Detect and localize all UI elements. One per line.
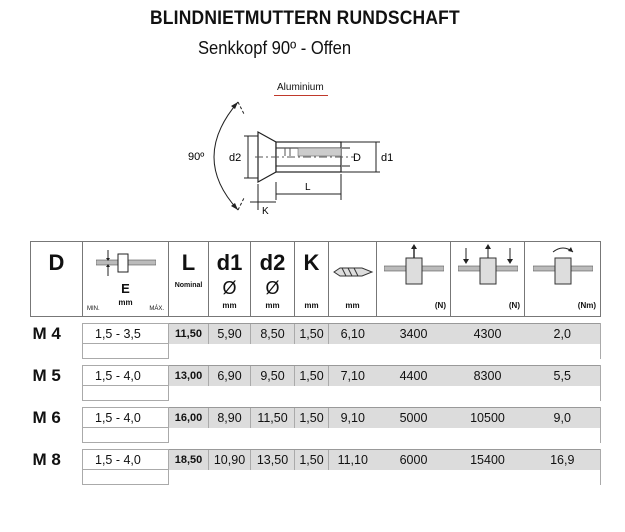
spec-table xyxy=(30,241,601,485)
torque-icon xyxy=(533,244,593,290)
table-row: M 6 1,5 - 4,0 16,00 8,90 11,50 1,50 9,10 5000 10500 9,0 xyxy=(31,408,601,428)
col-E: E MIN. mm MÁX. xyxy=(83,242,169,317)
page-title: BLINDNIETMUTTERN RUNDSCHAFT xyxy=(150,8,460,29)
L-label: L xyxy=(305,182,311,193)
table-row: M 4 1,5 - 3,5 11,50 5,90 8,50 1,50 6,10 3400 4300 2,0 xyxy=(31,324,601,344)
page-subtitle: Senkkopf 90º - Offen xyxy=(198,38,352,58)
tensile-load-icon xyxy=(384,244,444,290)
table-row: M 5 1,5 - 4,0 13,00 6,90 9,50 1,50 7,10 4400 8300 5,5 xyxy=(31,366,601,386)
row-size: M 4 xyxy=(31,324,83,344)
drill-bit-icon xyxy=(332,258,374,286)
material-label: Aluminium xyxy=(277,82,324,93)
table-row: M 8 1,5 - 4,0 18,50 10,90 13,50 1,50 11,10 6000 15400 16,9 xyxy=(31,450,601,470)
table-header xyxy=(31,242,601,317)
D-label: D xyxy=(353,152,361,164)
row-grip-range: 1,5 - 4,0 xyxy=(83,450,169,470)
rivet-nut-drawing xyxy=(180,98,410,218)
col-tensile: (N) xyxy=(377,242,451,317)
col-shear: (N) xyxy=(451,242,525,317)
col-K: K mm xyxy=(295,242,329,317)
col-L: L Nominal xyxy=(169,242,209,317)
col-drill: mm xyxy=(329,242,377,317)
col-d1: d1 Ø mm xyxy=(209,242,251,317)
shear-load-icon xyxy=(458,244,518,290)
row-grip-range: 1,5 - 3,5 xyxy=(83,324,169,344)
col-d2: d2 Ø mm xyxy=(251,242,295,317)
d1-label: d1 xyxy=(381,152,394,164)
material-underline xyxy=(274,95,328,96)
grip-range-icon xyxy=(96,248,156,278)
row-size: M 5 xyxy=(31,366,83,386)
row-grip-range: 1,5 - 4,0 xyxy=(83,366,169,386)
row-grip-range: 1,5 - 4,0 xyxy=(83,408,169,428)
row-size: M 6 xyxy=(31,408,83,428)
col-torque: (Nm) xyxy=(525,242,601,317)
angle-label: 90º xyxy=(188,151,205,163)
col-D: D xyxy=(31,242,83,317)
d2-label: d2 xyxy=(229,152,242,164)
row-size: M 8 xyxy=(31,450,83,470)
K-label: K xyxy=(262,206,269,217)
